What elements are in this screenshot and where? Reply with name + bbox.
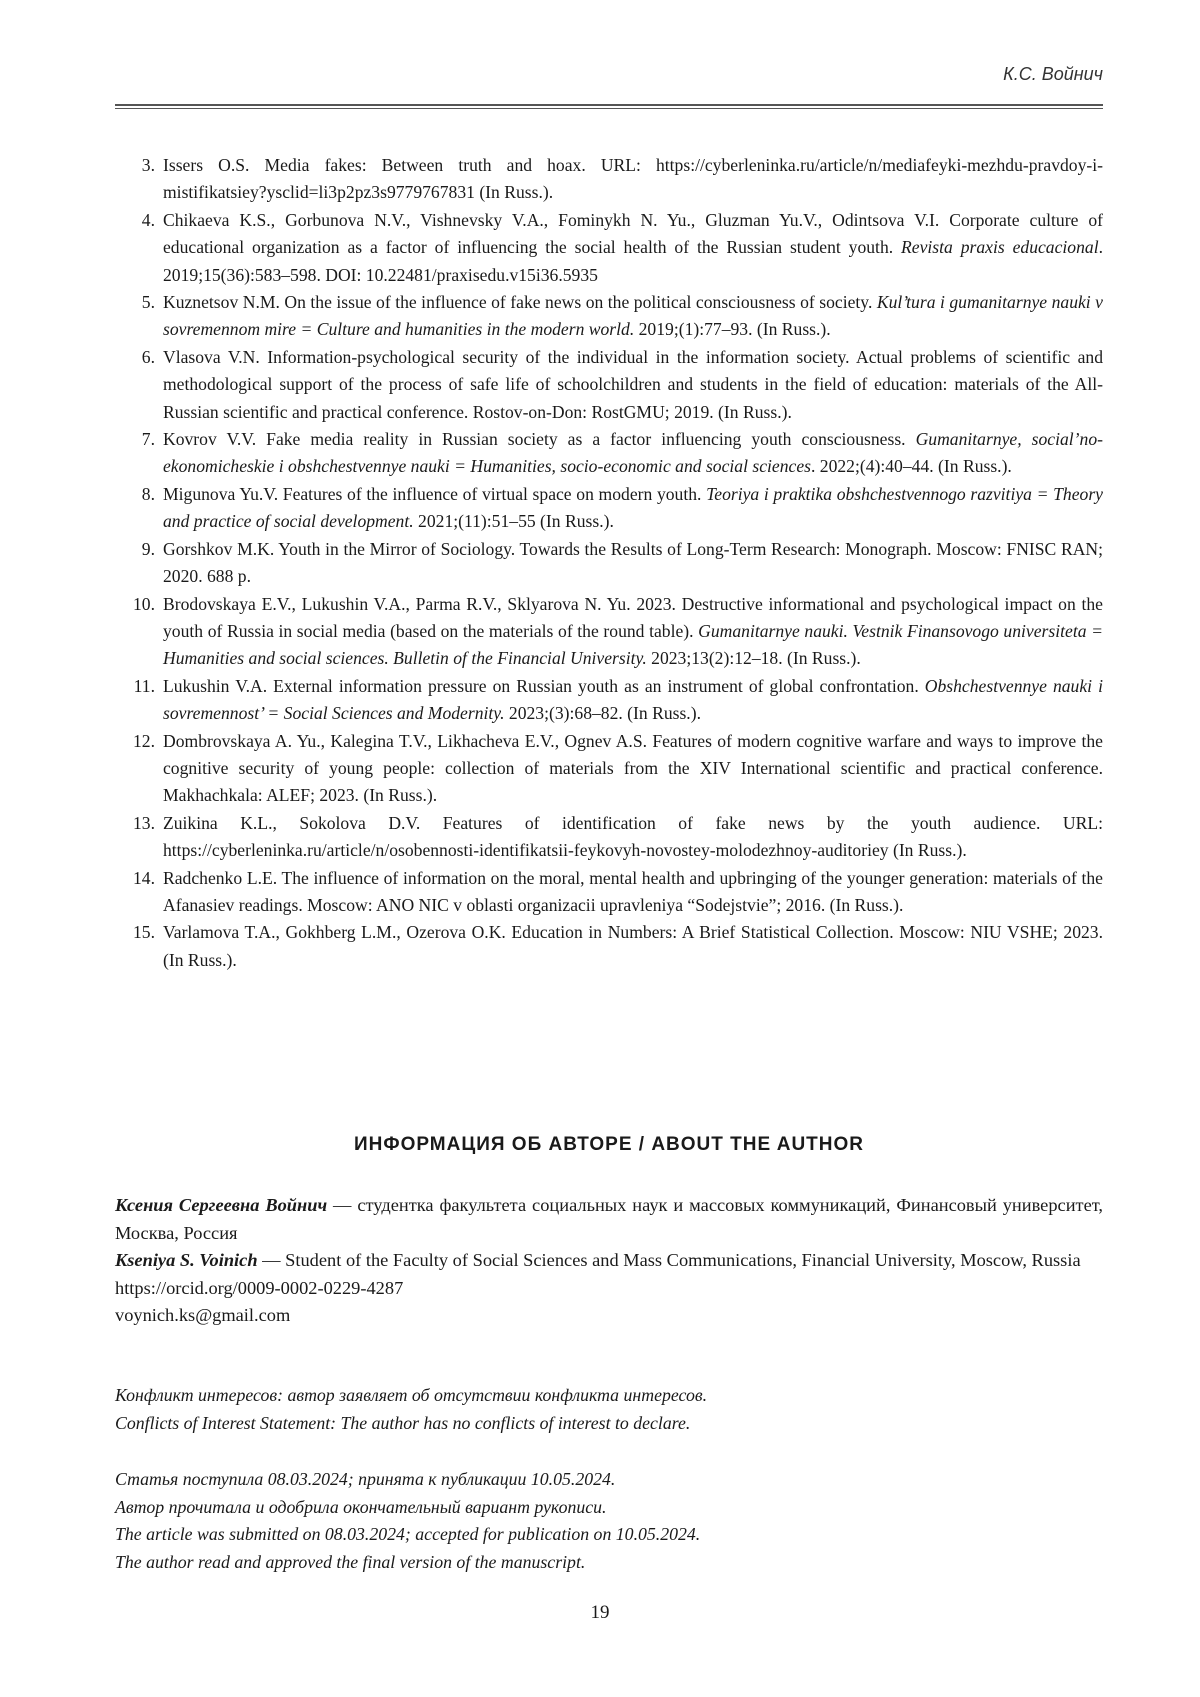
- author-desc-en: — Student of the Faculty of Social Sciences and Mass Communications, Financial University, Moscow, Russia: [257, 1250, 1081, 1270]
- reference-item: [115, 728, 1103, 810]
- author-orcid-link[interactable]: https://orcid.org/0009-0002-0229-4287: [115, 1277, 404, 1298]
- reference-item: [115, 152, 1103, 207]
- author-email-link[interactable]: voynich.ks@gmail.com: [115, 1305, 291, 1325]
- reference-text: [163, 865, 1103, 920]
- reference-number: 9.: [141, 538, 155, 559]
- reference-text-part: Vlasova V.N. Information-psychological security of the individual in the information society. Actual problems of scientific and methodological support of the process of safe life of schoolchildren and students in the field of education: materials of the All-Russian scientific and practical conference. Rostov-on-Don: RostGMU; 2019. (In Russ.).: [163, 346, 1103, 422]
- reference-number: 12.: [133, 730, 155, 751]
- reference-item: [115, 207, 1103, 289]
- section-title-about-author: ИНФОРМАЦИЯ ОБ АВТОРЕ / ABOUT THE AUTHOR: [353, 1134, 864, 1155]
- reference-text-part: Migunova Yu.V. Features of the influence of virtual space on modern youth.: [163, 483, 707, 504]
- dates-ru-approved: Автор прочитала и одобрила окончательный вариант рукописи.: [115, 1496, 607, 1517]
- conflicts-en: Conflicts of Interest Statement: The author has no conflicts of interest to declare.: [115, 1412, 691, 1433]
- reference-item: [115, 591, 1103, 673]
- reference-number: 5.: [141, 292, 155, 313]
- reference-item: [115, 536, 1103, 591]
- author-desc-ru: — студентка факультета социальных наук и массовых коммуникаций, Финансовый университет, Москва, Россия: [115, 1195, 1103, 1243]
- reference-text: [163, 728, 1103, 810]
- reference-item: [115, 673, 1103, 728]
- author-name-en: Kseniya S. Voinich: [115, 1250, 258, 1270]
- reference-text-part: Radchenko L.E. The influence of information on the moral, mental health and upbringing of the younger generation: materials of the Afanasiev readings. Moscow: ANO NIC v oblasti organizacii upravleniya “Sodejstvie”; 2016. (In Russ.).: [163, 867, 1103, 915]
- reference-item: [115, 919, 1103, 974]
- reference-number: 15.: [133, 922, 155, 943]
- author-info: [115, 1192, 1103, 1330]
- reference-text: [163, 426, 1103, 481]
- reference-text-part: Kovrov V.V. Fake media reality in Russian society as a factor influencing youth consciousness.: [163, 429, 916, 450]
- reference-text-part: . 2019;15(36):583–598. DOI: 10.22481/praxisedu.v15i36.5935: [163, 237, 1103, 285]
- reference-item: [115, 865, 1103, 920]
- reference-text-part: Gorshkov M.K. Youth in the Mirror of Sociology. Towards the Results of Long-Term Research: Monograph. Moscow: FNISC RAN; 2020. 688 p.: [163, 538, 1103, 587]
- reference-number: 4.: [141, 209, 155, 230]
- page-number: 19: [590, 1602, 610, 1623]
- reference-text-part: 2021;(11):51–55 (In Russ.).: [413, 511, 614, 532]
- reference-source-italic: Kul’tura i gumanitarnye nauki v sovremennom mire = Culture and humanities in the modern world.: [163, 292, 1103, 340]
- reference-list: [115, 152, 1103, 974]
- reference-item: [115, 344, 1103, 426]
- conflicts-statement: [115, 1382, 1103, 1437]
- reference-source-italic: Teoriya i praktika obshchestvennogo razvitiya = Theory and practice of social development.: [163, 483, 1103, 532]
- reference-source-italic: Gumanitarnye nauki. Vestnik Finansovogo universiteta = Humanities and social sciences. Bulletin of the Financial University.: [163, 620, 1103, 669]
- reference-text-part: . 2022;(4):40–44. (In Russ.).: [810, 456, 1012, 477]
- reference-text: [163, 289, 1103, 344]
- reference-number: 6.: [141, 346, 155, 367]
- reference-number: 8.: [141, 483, 155, 504]
- reference-item: [115, 289, 1103, 344]
- reference-text-part: Zuikina K.L., Sokolova D.V. Features of identification of fake news by the youth audience. URL: https://cyberleninka.ru/article/n/osobennosti-identifikatsii-feykovyh-novostey-molodezhnoy-auditoriey (In Russ.).: [163, 812, 1103, 861]
- reference-text: [163, 481, 1103, 536]
- dates-en-submitted: The article was submitted on 08.03.2024; accepted for publication on 10.05.2024.: [115, 1524, 701, 1544]
- reference-source-italic: Obshchestvennye nauki i sovremennost’ = Social Sciences and Modernity.: [163, 675, 1103, 724]
- reference-text-part: Chikaeva K.S., Gorbunova N.V., Vishnevsky V.A., Fominykh N. Yu., Gluzman Yu.V., Odintsova V.I. Corporate culture of educational organization as a factor of influencing the social health of the Russian student youth.: [163, 209, 1103, 258]
- dates-en-approved: The author read and approved the final version of the manuscript.: [115, 1551, 586, 1572]
- reference-text-part: Dombrovskaya A. Yu., Kalegina T.V., Likhacheva E.V., Ognev A.S. Features of modern cognitive warfare and ways to improve the cognitive security of young people: collection of materials from the XIV International scientific and practical conference. Makhachkala: ALEF; 2023. (In Russ.).: [163, 730, 1103, 806]
- reference-text: [163, 536, 1103, 591]
- article-dates: [115, 1466, 1103, 1576]
- reference-text-part: Lukushin V.A. External information pressure on Russian youth as an instrument of global confrontation.: [163, 675, 925, 696]
- reference-text: [163, 207, 1103, 289]
- reference-text-part: Kuznetsov N.M. On the issue of the influence of fake news on the political consciousness of society.: [163, 292, 877, 313]
- author-bio-ru: [115, 1192, 1103, 1247]
- reference-number: 11.: [133, 675, 155, 696]
- reference-text-part: Issers O.S. Media fakes: Between truth and hoax. URL: https://cyberleninka.ru/article/n/mediafeyki-mezhdu-pravdoy-i-mistifikatsiey?ysclid=li3p2pz3s9779767831 (In Russ.).: [163, 155, 1103, 203]
- dates-ru-submitted: Статья поступила 08.03.2024; принята к публикации 10.05.2024.: [115, 1469, 616, 1489]
- author-bio-en: [115, 1247, 1103, 1275]
- reference-text-part: 2019;(1):77–93. (In Russ.).: [634, 319, 831, 340]
- reference-number: 3.: [141, 155, 155, 175]
- running-head: К.С. Войнич: [1003, 64, 1103, 84]
- reference-text: [163, 919, 1103, 974]
- reference-number: 13.: [133, 812, 155, 833]
- reference-item: [115, 810, 1103, 865]
- reference-text-part: 2023;(3):68–82. (In Russ.).: [504, 703, 701, 724]
- reference-item: [115, 426, 1103, 481]
- reference-text: [163, 152, 1103, 207]
- author-name-ru: Ксения Сергеевна Войнич: [115, 1195, 328, 1215]
- header-rule-thick: [115, 104, 1103, 106]
- reference-number: 10.: [133, 593, 155, 614]
- reference-text: [163, 591, 1103, 673]
- reference-item: [115, 481, 1103, 536]
- reference-text: [163, 344, 1103, 426]
- reference-source-italic: Gumanitarnye, social’no-ekonomicheskie i obshchestvennye nauki = Humanities, socio-economic and social sciences: [163, 429, 1103, 477]
- reference-text-part: 2023;13(2):12–18. (In Russ.).: [646, 648, 861, 669]
- conflicts-ru: Конфликт интересов: автор заявляет об отсутствии конфликта интересов.: [115, 1385, 708, 1405]
- reference-number: 14.: [133, 867, 155, 888]
- reference-text-part: Brodovskaya E.V., Lukushin V.A., Parma R.V., Sklyarova N. Yu. 2023. Destructive informational and psychological impact on the youth of Russia in social media (based on the materials of the round table).: [163, 593, 1103, 641]
- reference-source-italic: Revista praxis educacional: [901, 237, 1099, 258]
- reference-text: [163, 810, 1103, 865]
- reference-number: 7.: [141, 429, 155, 450]
- header-rule-thin: [115, 108, 1103, 109]
- reference-text-part: Varlamova T.A., Gokhberg L.M., Ozerova O.K. Education in Numbers: A Brief Statistical Collection. Moscow: NIU VSHE; 2023. (In Russ.).: [163, 922, 1103, 970]
- reference-text: [163, 673, 1103, 728]
